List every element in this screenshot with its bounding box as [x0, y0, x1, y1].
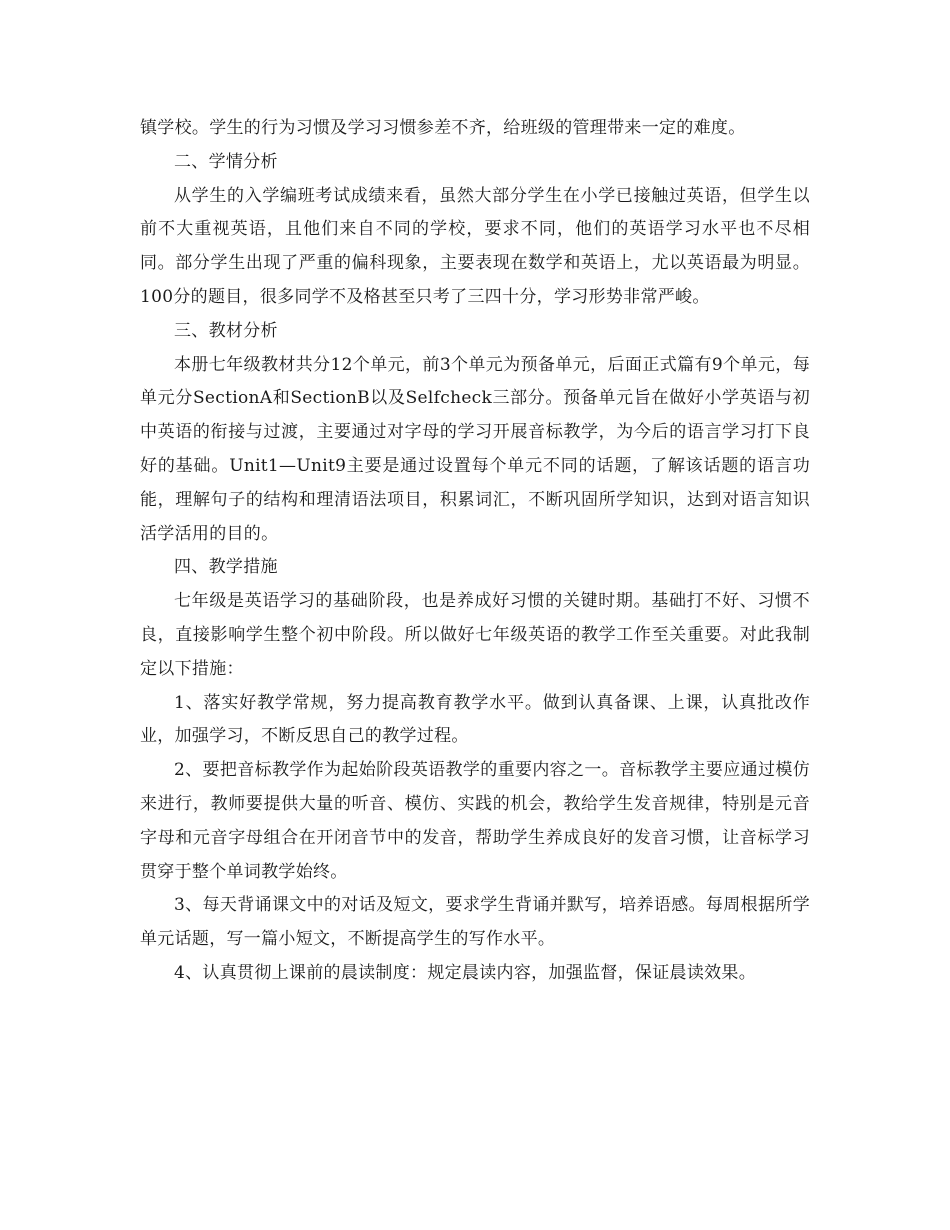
paragraph-measure-4: 4、认真贯彻上课前的晨读制度：规定晨读内容，加强监督，保证晨读效果。 — [174, 962, 757, 983]
paragraph-measure-1: 1、落实好教学常规，努力提高教育教学水平。做到认真备课、上课，认真批改作业，加强学习，不断反思自己的教学过程。 — [140, 692, 810, 747]
section-heading-student-analysis: 二、学情分析 — [174, 151, 278, 172]
paragraph-measures-intro: 七年级是英语学习的基础阶段，也是养成好习惯的关键时期。基础打不好、习惯不良，直接影响学生整个初中阶段。所以做好七年级英语的教学工作至关重要。对此我制定以下措施： — [140, 591, 810, 679]
paragraph-textbook-analysis: 本册七年级教材共分12个单元，前3个单元为预备单元，后面正式篇有9个单元，每单元分SectionA和SectionB以及Selfcheck三部分。预备单元旨在做好小学英语与初中英语的衔接与过渡，主要通过对字母的学习开展音标教学，为今后的语言学习打下良好的基础。Unit1—Unit9主要是通过设置每个单元不同的话题，了解该话题的语言功能，理解句子的结构和理清语法项目，积累词汇，不断巩固所学知识，达到对语言知识活学活用的目的。 — [140, 354, 810, 544]
paragraph-intro-continuation: 镇学校。学生的行为习惯及学习习惯参差不齐，给班级的管理带来一定的难度。 — [140, 118, 746, 138]
paragraph-measure-3: 3、每天背诵课文中的对话及短文，要求学生背诵并默写，培养语感。每周根据所学单元话题，写一篇小短文，不断提高学生的写作水平。 — [140, 895, 810, 950]
section-heading-textbook-analysis: 三、教材分析 — [174, 320, 278, 341]
document-body — [140, 112, 810, 991]
paragraph-measure-2: 2、要把音标教学作为起始阶段英语教学的重要内容之一。音标教学主要应通过模仿来进行，教师要提供大量的听音、模仿、实践的机会，教给学生发音规律，特别是元音字母和元音字母组合在开闭音节中的发音，帮助学生养成良好的发音习惯，让音标学习贯穿于整个单词教学始终。 — [140, 760, 810, 882]
section-heading-teaching-measures: 四、教学措施 — [174, 557, 278, 578]
paragraph-student-analysis: 从学生的入学编班考试成绩来看，虽然大部分学生在小学已接触过英语，但学生以前不大重视英语，且他们来自不同的学校，要求不同，他们的英语学习水平也不尽相同。部分学生出现了严重的偏科现象，主要表现在数学和英语上，尤以英语最为明显。100分的题目，很多同学不及格甚至只考了三四十分，学习形势非常严峻。 — [140, 185, 810, 307]
